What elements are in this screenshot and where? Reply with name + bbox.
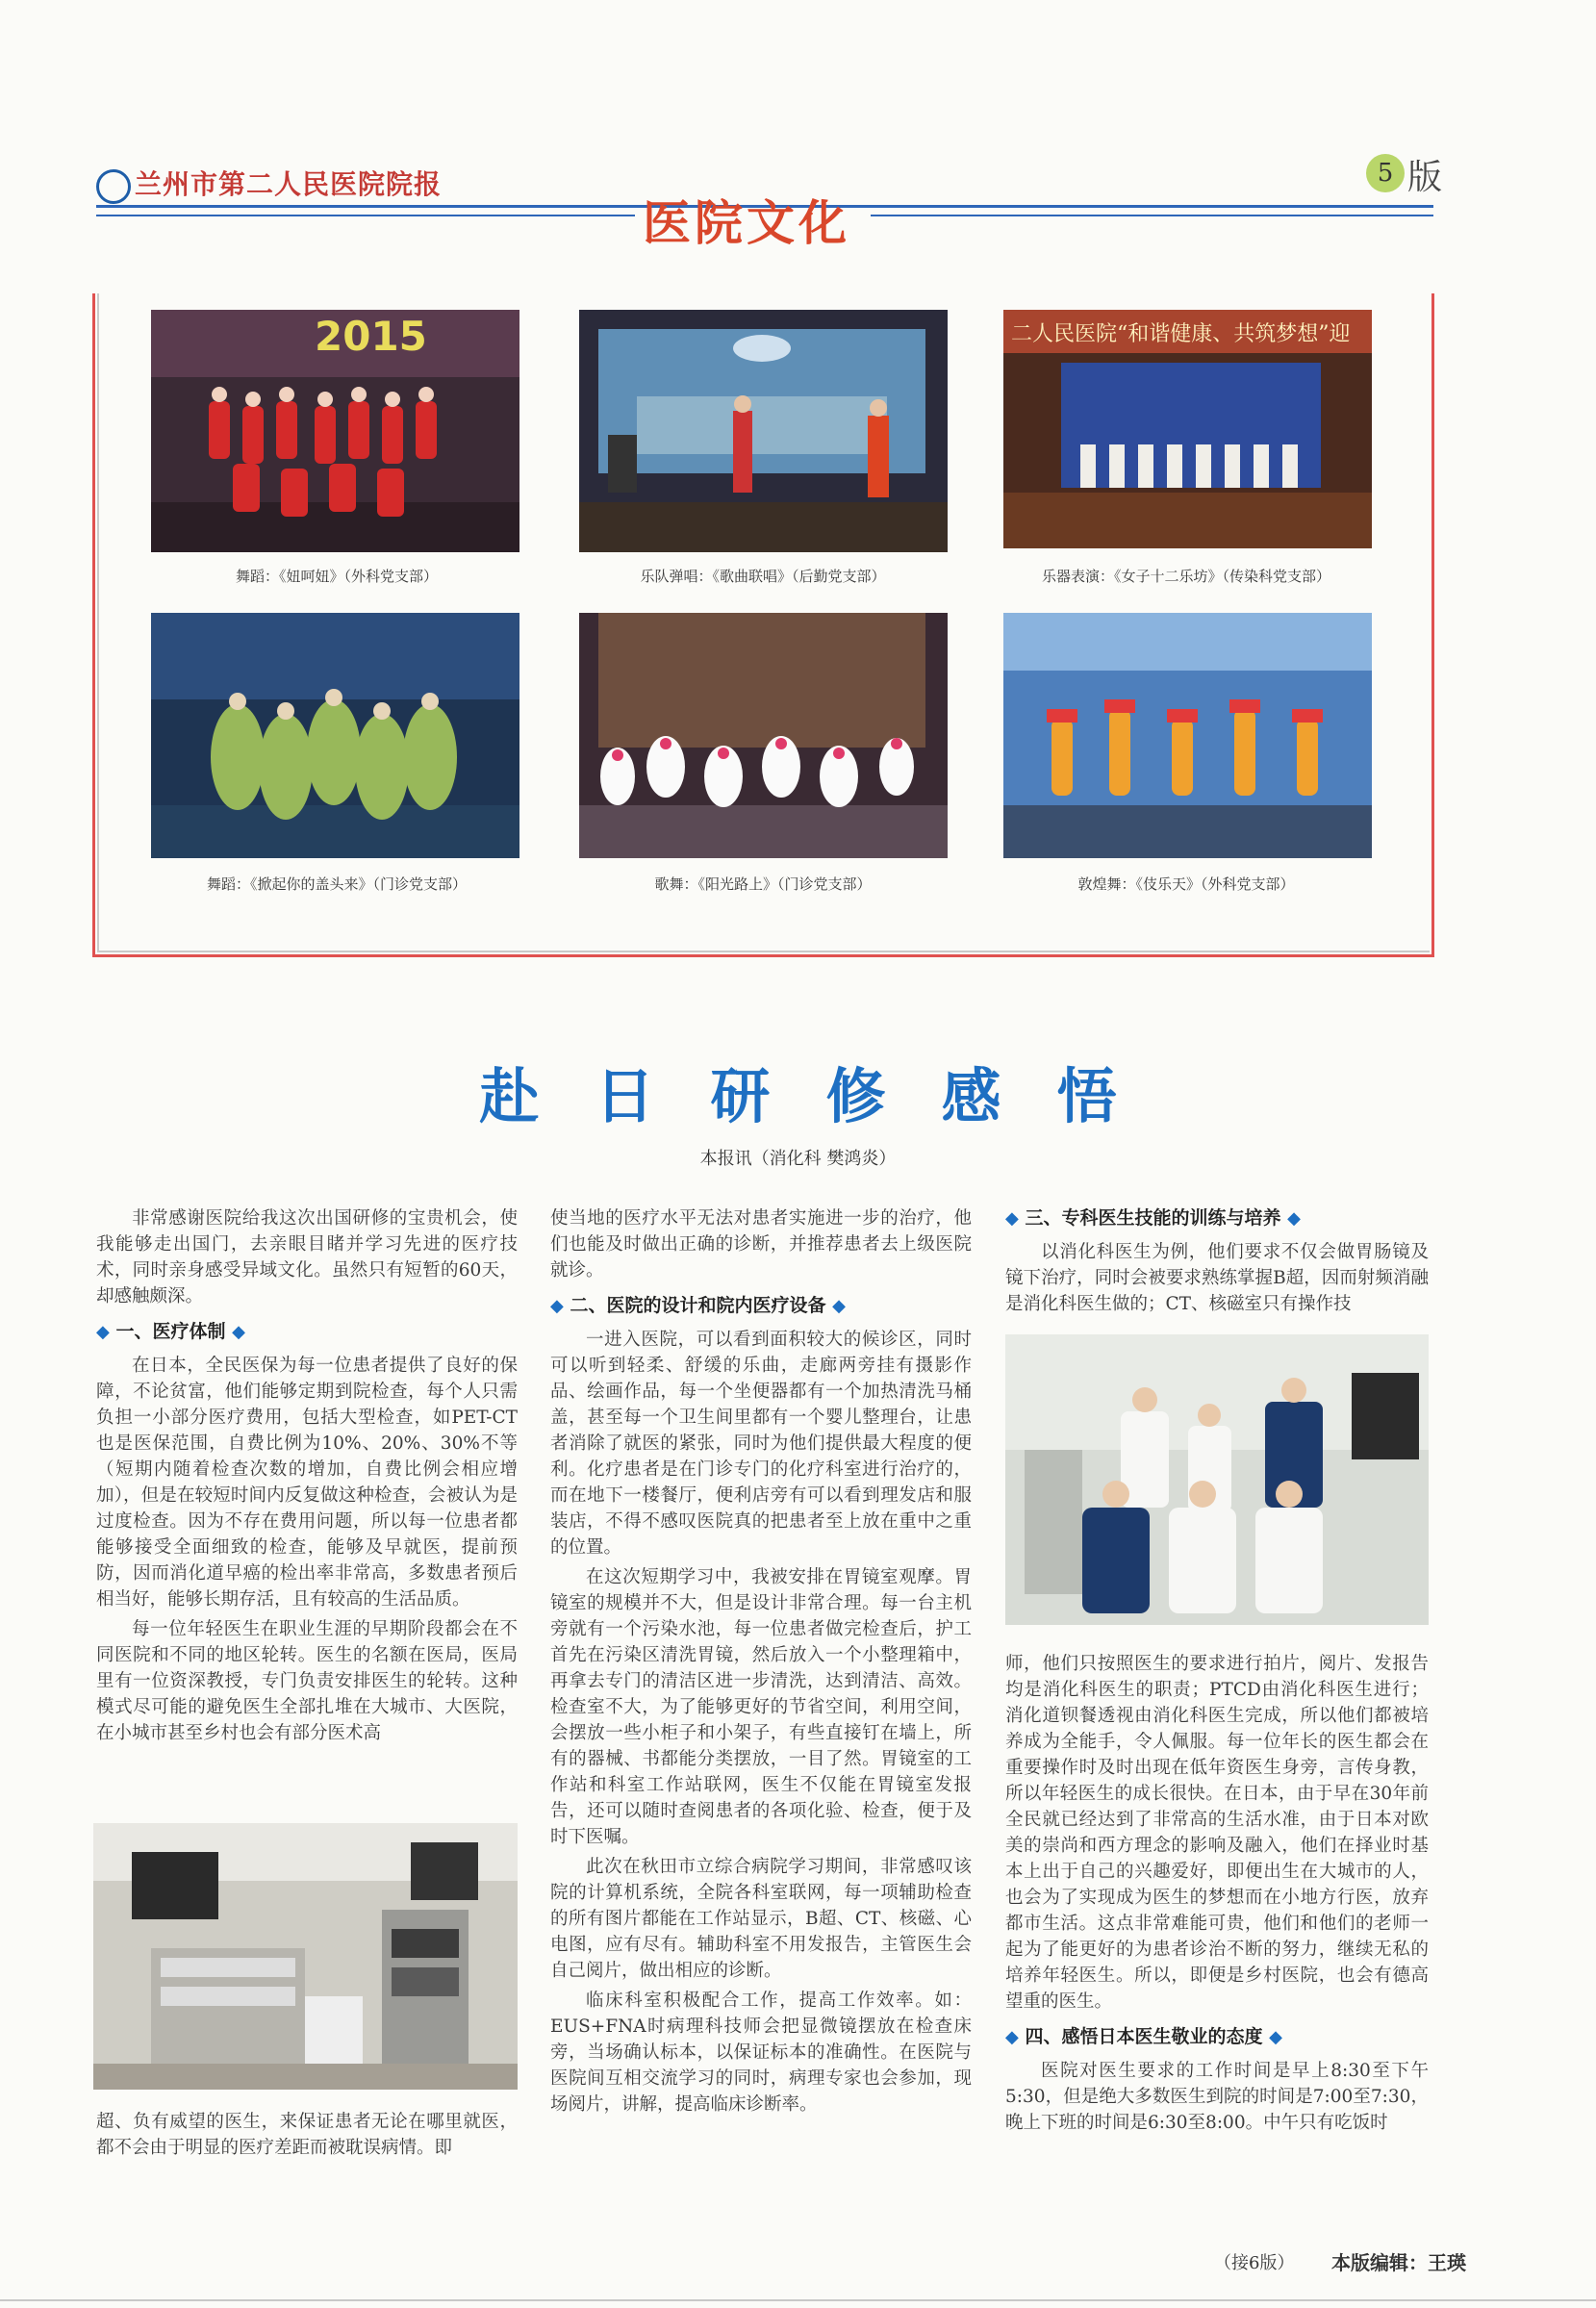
article-title: 赴日研修感悟 — [479, 1061, 1173, 1131]
diamond-icon: ◆ — [1287, 1208, 1301, 1229]
photo-caption: 敦煌舞：《伎乐天》（外科党支部） — [1077, 875, 1295, 893]
photo3-banner: 二人民医院“和谐健康、共筑梦想”迎 — [1011, 322, 1351, 346]
diamond-icon: ◆ — [1269, 2027, 1282, 2047]
section-heading — [1005, 2024, 1429, 2050]
article-byline: 本报讯（消化科 樊鸿炎） — [699, 1149, 897, 1169]
bottom-rule — [0, 2299, 1596, 2301]
heading-text: 二、医院的设计和院内医疗设备 — [570, 1295, 826, 1316]
heading-text: 一、医疗体制 — [115, 1321, 226, 1342]
diamond-icon: ◆ — [96, 1322, 110, 1342]
section-title: 医院文化 — [643, 194, 850, 251]
continued-note: （接6版） — [1214, 2253, 1295, 2273]
photo-caption: 舞蹈：《妞呵妞》（外科党支部） — [235, 568, 438, 585]
heading-text: 四、感悟日本医生敬业的态度 — [1025, 2026, 1263, 2047]
paragraph: 使当地的医疗水平无法对患者实施进一步的治疗，他们也能及时做出正确的诊断，并推荐患者去上级医院就诊。 — [550, 1208, 972, 1281]
paragraph: 临床科室积极配合工作，提高工作效率。如：EUS+FNA时病理科技师会把显微镜摆放在检查床旁，当场确认标本，以保证标本的准确性。在医院与医院间互相交流学习的同时，病理专家也会参加，现场阅片，讲解，提高临床诊断率。 — [550, 1991, 972, 2115]
paragraph: 每一位年轻医生在职业生涯的早期阶段都会在不同医院和不同的地区轮转。医生的名额在医局，医局里有一位资深教授，专门负责安排医生的轮转。这种模式尽可能的避免医生全部扎堆在大城市、大医院，在小城市甚至乡村也会有部分医术高 — [96, 1619, 518, 1743]
section-heading — [96, 1319, 518, 1345]
photo-dance-niu — [151, 310, 519, 552]
article-column-2 — [550, 1205, 972, 2121]
hospital-logo-icon — [96, 169, 131, 204]
photo-band-singing — [579, 310, 948, 552]
paragraph: 在日本，全民医保为每一位患者提供了良好的保障，不论贫富，他们能够定期到院检查，每个人只需负担一小部分医疗费用，包括大型检查，如PET-CT也是医保范围，自费比例为10%、20%、30%不等（短期内随着检查次数的增加，自费比例会相应增加），但是在较短时间内反复做这种检查，会被认为是过度检查。因为不存在费用问题，所以每一位患者都能够接受全面细致的检查，能够及早就医，提前预防，因而消化道早癌的检出率非常高，多数患者预后相当好，能够长期存活，且有较高的生活品质。 — [96, 1356, 518, 1610]
diamond-icon: ◆ — [1005, 2027, 1019, 2047]
photo-caption: 舞蹈：《掀起你的盖头来》（门诊党支部） — [206, 875, 467, 893]
page-suffix: 版 — [1407, 158, 1443, 197]
section-heading — [1005, 1205, 1429, 1231]
paragraph: 医院对医生要求的工作时间是早上8:30至下午5:30，但是绝大多数医生到院的时间是7:00至7:30，晚上下班的时间是6:30至8:00。中午只有吃饭时 — [1005, 2061, 1429, 2133]
paragraph: 一进入医院，可以看到面积较大的候诊区，同时可以听到轻柔、舒缓的乐曲，走廊两旁挂有摄影作品、绘画作品，每一个坐便器都有一个加热清洗马桶盖，甚至每一个卫生间里都有一个婴儿整理台，让患者消除了就医的紧张，同时为他们提供最大程度的便利。化疗患者是在门诊专门的化疗科室进行治疗的，而在地下一楼餐厅，便利店旁有可以看到理发店和服装店，不得不感叹医院真的把患者至上放在重中之重的位置。 — [550, 1330, 972, 1558]
photo-caption: 乐队弹唱：《歌曲联唱》（后勤党支部） — [640, 568, 886, 585]
diamond-icon: ◆ — [232, 1322, 245, 1342]
photo-endoscopy-room — [93, 1823, 518, 2090]
photo-song-dance-sunshine — [579, 613, 948, 858]
photo1-banner: 2015 — [315, 313, 427, 360]
photo-doctors-group — [1005, 1334, 1429, 1625]
photo-instrument-performance — [1003, 310, 1372, 548]
diamond-icon: ◆ — [550, 1296, 564, 1316]
paragraph: 超、负有威望的医生，来保证患者无论在哪里就医，都不会由于明显的医疗差距而被耽误病情。即 — [96, 2112, 518, 2158]
article-column-1-continued — [96, 2109, 518, 2165]
photo-dance-veil — [151, 613, 519, 858]
page-editor: 本版编辑：王瑛 — [1331, 2251, 1466, 2274]
photo-dunhuang-dance — [1003, 613, 1372, 858]
diamond-icon: ◆ — [1005, 1208, 1019, 1229]
page-number-badge: 5 — [1366, 154, 1405, 192]
paragraph: 以消化科医生为例，他们要求不仅会做胃肠镜及镜下治疗，同时会被要求熟练掌握B超，因而射频消融是消化科医生做的；CT、核磁室只有操作技 — [1005, 1242, 1429, 1314]
article-column-3-continued — [1005, 1651, 1429, 2140]
heading-text: 三、专科医生技能的训练与培养 — [1025, 1207, 1281, 1229]
article-column-3 — [1005, 1205, 1429, 1321]
header-rule-left — [96, 215, 635, 216]
newspaper-name: 兰州市第二人民医院院报 — [135, 168, 443, 200]
paragraph: 师，他们只按照医生的要求进行拍片，阅片、发报告均是消化科医生的职责；PTCD由消化科医生进行；消化道钡餐透视由消化科医生完成，所以他们都被培养成为全能手，令人佩服。每一位年长的医生都会在重要操作时及时出现在低年资医生身旁，言传身教，所以年轻医生的成长很快。在日本，由于早在30年前全民就已经达到了非常高的生活水准，由于日本对欧美的崇尚和西方理念的影响及融入，他们在择业时基本上出于自己的兴趣爱好，即便出生在大城市的人，也会为了实现成为医生的梦想而在小地方行医，放弃都市生活。这点非常难能可贵，他们和他们的老师一起为了能更好的为患者诊治不断的努力，继续无私的培养年轻医生。所以，即便是乡村医院，也会有德高望重的医生。 — [1005, 1654, 1429, 2012]
header-rule-right — [871, 215, 1433, 216]
photo-caption: 歌舞：《阳光路上》（门诊党支部） — [654, 875, 872, 893]
paragraph: 非常感谢医院给我这次出国研修的宝贵机会，使我能够走出国门，去亲眼目睹并学习先进的医疗技术，同时亲身感受异域文化。虽然只有短暂的60天，却感触颇深。 — [96, 1208, 518, 1306]
article-column-1 — [96, 1205, 518, 1750]
diamond-icon: ◆ — [832, 1296, 846, 1316]
section-heading — [550, 1293, 972, 1319]
photo-caption: 乐器表演：《女子十二乐坊》（传染科党支部） — [1041, 568, 1330, 585]
paragraph: 此次在秋田市立综合病院学习期间，非常感叹该院的计算机系统，全院各科室联网，每一项辅助检查的所有图片都能在工作站显示，B超、CT、核磁、心电图，应有尽有。辅助科室不用发报告，主管医生会自己阅片，做出相应的诊断。 — [550, 1857, 972, 1981]
paragraph: 在这次短期学习中，我被安排在胃镜室观摩。胃镜室的规模并不大，但是设计非常合理。每一台主机旁就有一个污染水池，每一位患者做完检查后，护工首先在污染区清洗胃镜，然后放入一个小整理箱中，再拿去专门的清洁区进一步清洗，达到清洁、高效。检查室不大，为了能够更好的节省空间，利用空间，会摆放一些小柜子和小架子，有些直接钉在墙上，所有的器械、书都能分类摆放，一目了然。胃镜室的工作站和科室工作站联网，医生不仅能在胃镜室发报告，还可以随时查阅患者的各项化验、检查，便于及时下医嘱。 — [550, 1567, 972, 1847]
